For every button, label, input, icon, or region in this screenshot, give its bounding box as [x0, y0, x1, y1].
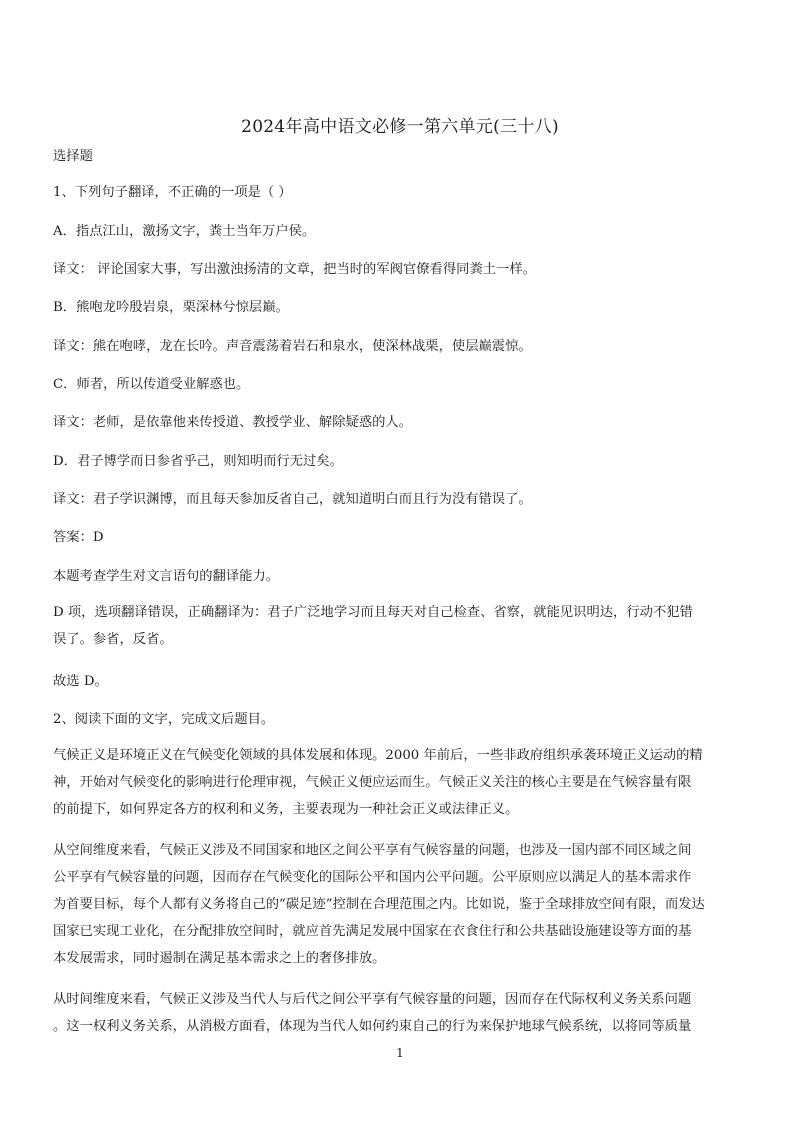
question-1-stem: 1、下列句子翻译，不正确的一项是（ ） [53, 185, 292, 200]
page-number: 1 [396, 1046, 404, 1060]
analysis-line: D 项，选项翻译错误，正确翻译为：君子广泛地学习而且每天对自己检查、省察，就能见识明达，行动不犯错 [53, 605, 693, 620]
analysis-paragraph [53, 599, 753, 653]
option-b-translation: 译文：熊在咆哮，龙在长吟。声音震荡着岩石和泉水，使深林战栗，使层巅震惊。 [53, 339, 532, 354]
option-c-translation: 译文：老师，是依靠他来传授道、教授学业、解除疑惑的人。 [53, 415, 413, 430]
passage-line: 从空间维度来看，气候正义涉及不同国家和地区之间公平享有气候容量的问题，也涉及一国内部不同区域之间 [53, 843, 692, 858]
passage-line: 从时间维度来看，气候正义涉及当代人与后代之间公平享有气候容量的问题，因而存在代际权利义务关系问题 [53, 992, 692, 1007]
passage-paragraph-2 [53, 837, 753, 972]
passage-line: 公平享有气候容量的问题，因而存在气候变化的国际公平和国内公平问题。公平原则应以满足人的基本需求作 [53, 870, 692, 885]
passage-line: 国家已实现工业化，在分配排放空间时，就应首先满足发展中国家在衣食住行和公共基础设施建设等方面的基 [53, 924, 692, 939]
passage-line: 为首要目标，每个人都有义务将自己的“碳足迹”控制在合理范围之内。比如说，鉴于全球排放空间有限，而发达 [53, 897, 705, 912]
option-a-translation: 译文： 评论国家大事，写出激浊扬清的文章，把当时的军阀官僚看得同粪土一样。 [53, 262, 536, 277]
section-heading: 选择题 [53, 149, 93, 164]
passage-line: 气候正义是环境正义在气候变化领域的具体发展和体现。2000 年前后，一些非政府组织承袭环境正义运动的精 [53, 748, 703, 763]
option-d: D．君子博学而日参省乎己，则知明而行无过矣。 [53, 454, 343, 469]
question-2-stem: 2、阅读下面的文字，完成文后题目。 [53, 712, 275, 727]
conclusion: 故选 D。 [53, 674, 108, 689]
passage-line: 。这一权利义务关系，从消极方面看，体现为当代人如何约束自己的行为来保护地球气候系统，以将同等质量 [53, 1019, 692, 1034]
document-title: 2024年高中语文必修一第六单元(三十八) [241, 117, 559, 137]
passage-line: 本发展需求，同时遏制在满足基本需求之上的奢侈排放。 [53, 951, 386, 966]
passage-paragraph-1 [53, 742, 753, 823]
option-d-translation: 译文：君子学识渊博，而且每天参加反省自己，就知道明白而且行为没有错误了。 [53, 492, 532, 507]
passage-line: 神，开始对气候变化的影响进行伦理审视，气候正义便应运而生。气候正义关注的核心主要是在气候容量有限 [53, 775, 692, 790]
passage-line: 的前提下，如何界定各方的权利和义务，主要表现为一种社会正义或法律正义。 [53, 802, 519, 817]
analysis-line: 误了。参省，反省。 [53, 632, 173, 647]
option-a: A．指点江山，激扬文字，粪土当年万户侯。 [53, 224, 316, 239]
analysis-intro: 本题考查学生对文言语句的翻译能力。 [53, 569, 280, 584]
option-b: B．熊咆龙吟殷岩泉，栗深林兮惊层巅。 [53, 300, 289, 315]
option-c: C．师者，所以传道受业解惑也。 [53, 377, 250, 392]
answer: 答案：D [53, 530, 104, 545]
passage-paragraph-3 [53, 986, 753, 1040]
